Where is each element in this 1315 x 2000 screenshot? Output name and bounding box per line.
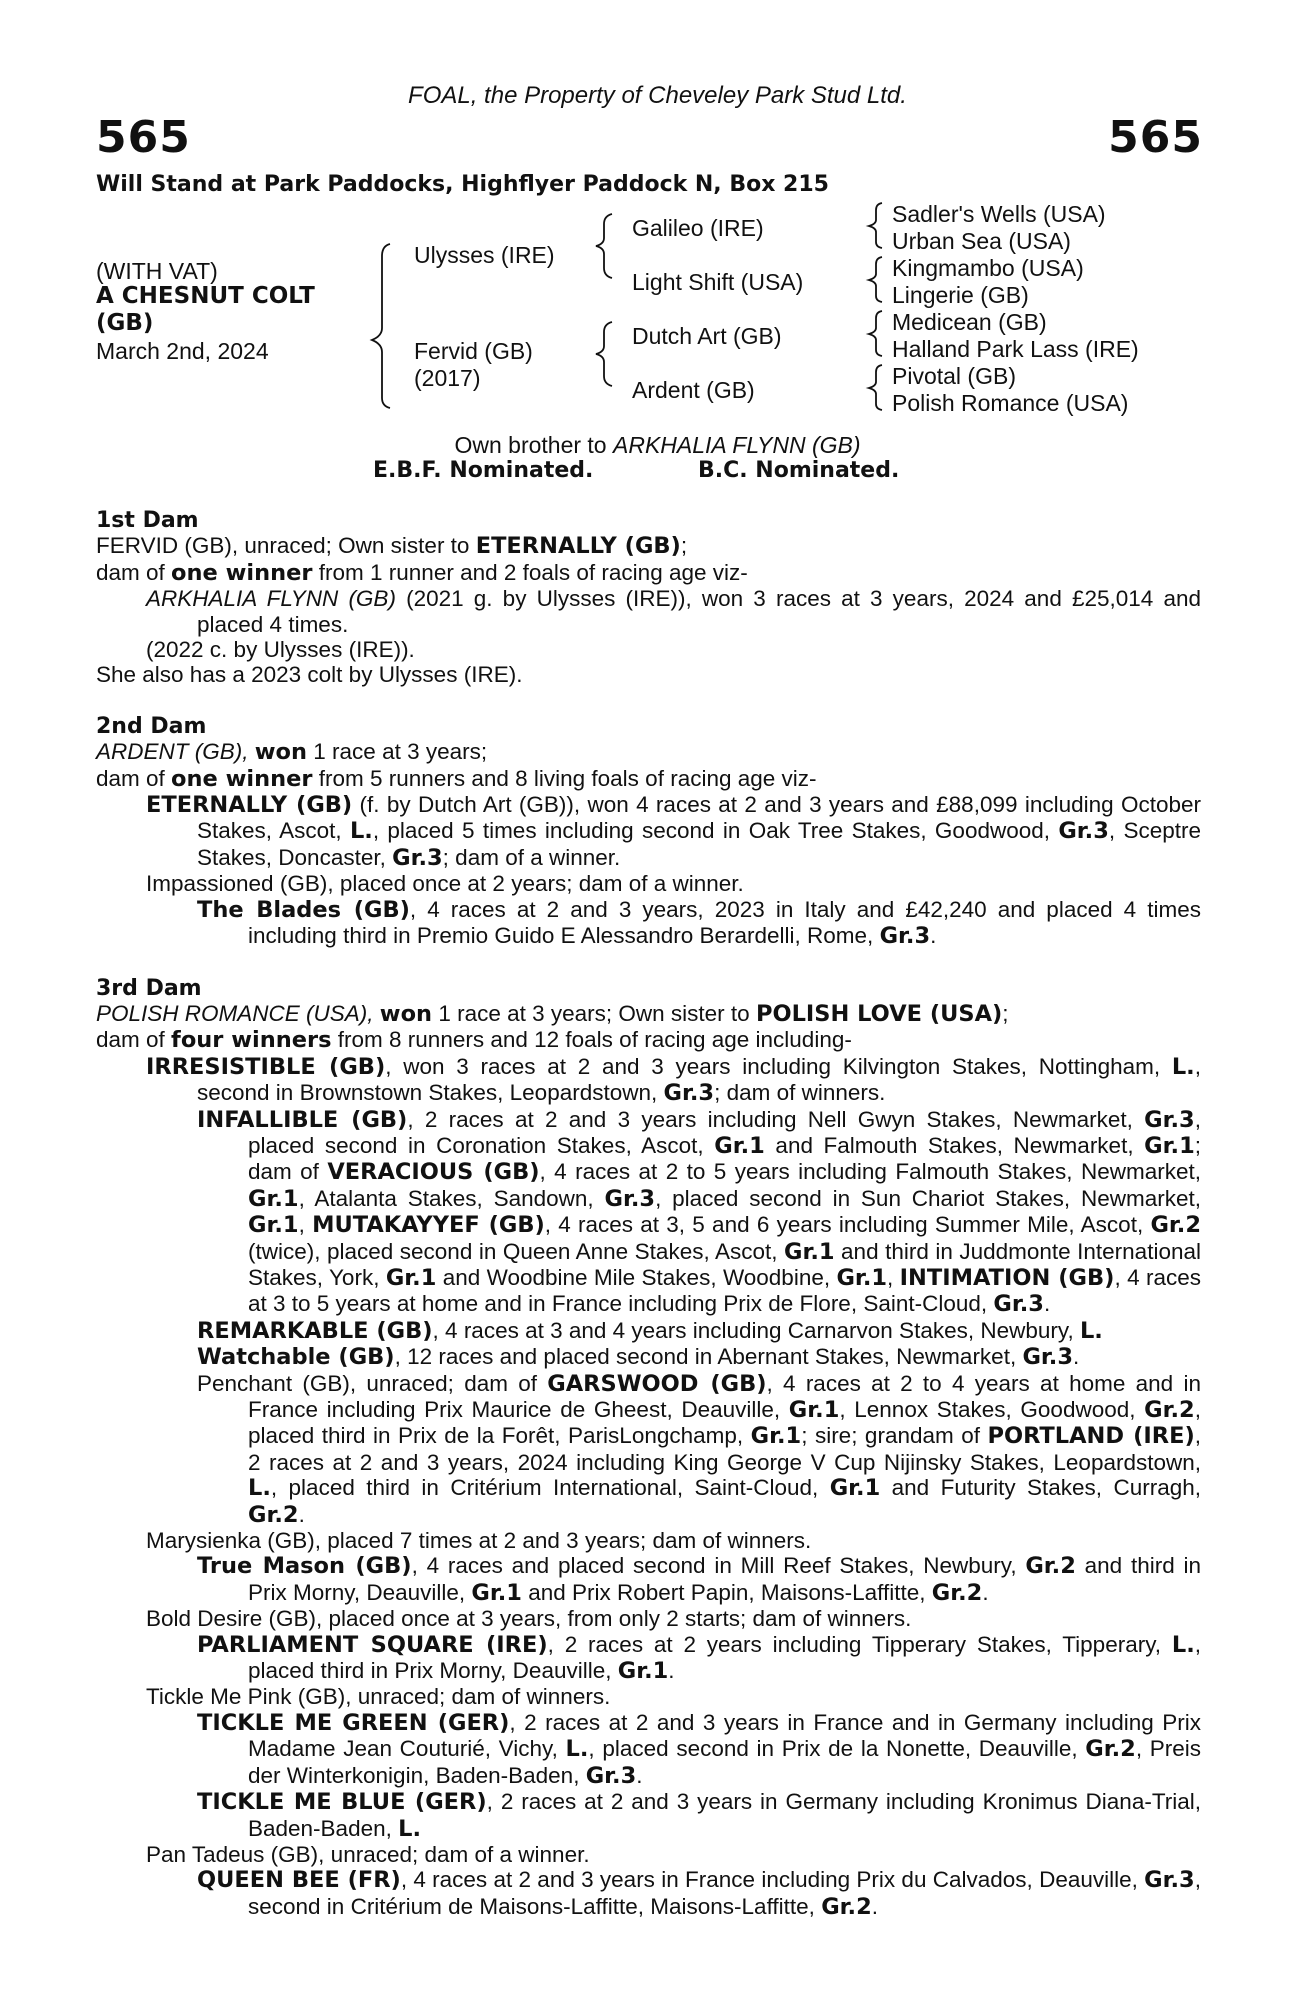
third-dam-line: POLISH ROMANCE (USA), won 1 race at 3 years; Own sister to POLISH LOVE (USA); [96,1000,1009,1027]
ancestor-5: Medicean (GB) [892,309,1047,335]
lot-number-left: 565 [96,112,191,163]
first-dam-line: FERVID (GB), unraced; Own sister to ETERNALLY (GB); [96,533,688,560]
ancestor-1: Sadler's Wells (USA) [892,201,1106,227]
first-dam-heading: 1st Dam [96,508,199,533]
produce-remarkable: REMARKABLE (GB), 4 races at 3 and 4 years including Carnarvon Stakes, Newbury, L. [197,1317,1103,1344]
second-dam-produce-summary: dam of one winner from 5 runners and 8 living foals of racing age viz- [96,765,817,792]
dam-sire: Dutch Art (GB) [632,323,782,349]
ancestor-8: Polish Romance (USA) [892,390,1129,416]
produce-irresistible: IRRESISTIBLE (GB), won 3 races at 2 and 3 years including Kilvington Stakes, Nottingham, L., second in Brownstown Stakes, Leopardstown, Gr.3; dam of winners. [146,1053,1201,1107]
produce-infallible: INFALLIBLE (GB), 2 races at 2 and 3 years including Nell Gwyn Stakes, Newmarket, Gr.3, placed second in Coronation Stakes, Ascot, Gr.1 and Falmouth Stakes, Newmarket, Gr.1; dam of VERACIOUS (GB), 4 races at 2 to 5 years including Falmouth Stakes, Newmarket, Gr.1, Atalanta Stakes, Sandown, Gr.3, placed second in Sun Chariot Stakes, Newmarket, Gr.1, MUTAKAYYEF (GB), 4 races at 3, 5 and 6 years including Summer Mile, Ascot, Gr.2 (twice), placed second in Queen Anne Stakes, Ascot, Gr.1 and third in Juddmonte International Stakes, York, Gr.1 and Woodbine Mile Stakes, Woodbine, Gr.1, INTIMATION (GB), 4 races at 3 to 5 years at home and in France including Prix de Flore, Saint-Cloud, Gr.3. [197,1106,1202,1318]
vat-note: (WITH VAT) [96,258,218,284]
lot-number-right: 565 [1108,112,1203,163]
ancestor-7: Pivotal (GB) [892,363,1016,389]
produce-queen-bee: QUEEN BEE (FR), 4 races at 2 and 3 years in France including Prix du Calvados, Deauville, Gr.3, second in Critérium de Maisons-Laffitte, Maisons-Laffitte, Gr.2. [197,1867,1201,1920]
bracket-sire [596,214,612,278]
ancestor-4: Lingerie (GB) [892,282,1029,308]
bracket-g3 [869,311,882,356]
sire: Ulysses (IRE) [414,242,555,268]
ebf-nominated: E.B.F. Nominated. [373,458,594,483]
first-dam-foal-note: She also has a 2023 colt by Ulysses (IRE). [96,662,523,688]
ancestor-3: Kingmambo (USA) [892,255,1084,281]
dam-dam: Ardent (GB) [632,377,755,403]
first-dam-produce-summary: dam of one winner from 1 runner and 2 foals of racing age viz- [96,559,748,586]
bc-nominated: B.C. Nominated. [698,458,900,483]
bracket-g2 [869,257,882,302]
ancestor-6: Halland Park Lass (IRE) [892,336,1139,362]
sire-sire: Galileo (IRE) [632,215,764,241]
bracket-dam [596,322,612,386]
stand-location: Will Stand at Park Paddocks, Highflyer Paddock N, Box 215 [96,172,829,197]
sire-dam: Light Shift (USA) [632,269,804,295]
produce-true-mason: True Mason (GB), 4 races and placed second in Mill Reef Stakes, Newbury, Gr.2 and third in Prix Morny, Deauville, Gr.1 and Prix Robert Papin, Maisons-Laffitte, Gr.2. [197,1553,1202,1606]
page-header: FOAL, the Property of Cheveley Park Stud Ltd. [408,82,907,109]
horse-name-line1: A CHESNUT COLT [96,283,315,309]
bracket-g4 [869,365,882,410]
ancestor-2: Urban Sea (USA) [892,228,1071,254]
horse-name-line2: (GB) [96,310,154,336]
produce-marysienka: Marysienka (GB), placed 7 times at 2 and 3 years; dam of winners. [146,1528,812,1554]
produce-watchable: Watchable (GB), 12 races and placed second in Abernant Stakes, Newmarket, Gr.3. [197,1344,1080,1371]
third-dam-heading: 3rd Dam [96,975,202,1001]
bracket-main [372,244,390,408]
produce-tickle-me-green: TICKLE ME GREEN (GER), 2 races at 2 and 3 years in France and in Germany including Prix Madame Jean Couturié, Vichy, L., placed second in Prix de la Nonette, Deauville, Gr.2, Preis der Winterkonigin, Baden-Baden, Gr.3. [197,1709,1202,1789]
produce-penchant: Penchant (GB), unraced; dam of GARSWOOD (GB), 4 races at 2 to 4 years at home and in France including Prix Maurice de Gheest, Deauville, Gr.1, Lennox Stakes, Goodwood, Gr.2, placed third in Prix de la Forêt, ParisLongchamp, Gr.1; sire; grandam of PORTLAND (IRE), 2 races at 2 and 3 years, 2024 including King George V Cup Nijinsky Stakes, Leopardstown, L., placed third in Critérium International, Saint-Cloud, Gr.1 and Futurity Stakes, Curragh, Gr.2. [197,1370,1201,1528]
second-dam-produce-eternally: ETERNALLY (GB) (f. by Dutch Art (GB)), won 4 races at 2 and 3 years and £88,099 including October Stakes, Ascot, L., placed 5 times including second in Oak Tree Stakes, Goodwood, Gr.3, Sceptre Stakes, Doncaster, Gr.3; dam of a winner. [146,792,1201,871]
horse-dob: March 2nd, 2024 [96,338,269,364]
second-dam-produce-impassioned: Impassioned (GB), placed once at 2 years; dam of a winner. [146,871,744,897]
third-dam-produce-summary: dam of four winners from 8 runners and 12 foals of racing age including- [96,1027,852,1054]
produce-tickle-me-pink: Tickle Me Pink (GB), unraced; dam of winners. [146,1684,611,1710]
first-dam-produce-2: (2022 c. by Ulysses (IRE)). [146,637,415,663]
second-dam-heading: 2nd Dam [96,713,207,739]
produce-tickle-me-blue: TICKLE ME BLUE (GER), 2 races at 2 and 3 years in Germany including Kronimus Diana-Trial, Baden-Baden, L. [197,1789,1201,1842]
first-dam-produce-1: ARKHALIA FLYNN (GB) (2021 g. by Ulysses (IRE)), won 3 races at 3 years, 2024 and £25,014 and placed 4 times. [146,586,1201,637]
produce-pan-tadeus: Pan Tadeus (GB), unraced; dam of a winner. [146,1841,590,1867]
produce-parliament-square: PARLIAMENT SQUARE (IRE), 2 races at 2 years including Tipperary Stakes, Tipperary, L., placed third in Prix Morny, Deauville, Gr.1. [197,1631,1202,1685]
second-dam-grandproduce-blades: The Blades (GB), 4 races at 2 and 3 years, 2023 in Italy and £42,240 and placed 4 times including third in Premio Guido E Alessandro Berardelli, Rome, Gr.3. [197,896,1201,950]
pedigree-notes [96,508,1201,1920]
bracket-g1 [869,203,882,248]
second-dam-line: ARDENT (GB), won 1 race at 3 years; [96,739,488,766]
produce-bold-desire: Bold Desire (GB), placed once at 3 years, from only 2 starts; dam of winners. [146,1606,912,1632]
dam-year: (2017) [414,365,481,391]
dam: Fervid (GB) [414,338,533,364]
own-brother-note: Own brother to ARKHALIA FLYNN (GB) [454,432,861,458]
